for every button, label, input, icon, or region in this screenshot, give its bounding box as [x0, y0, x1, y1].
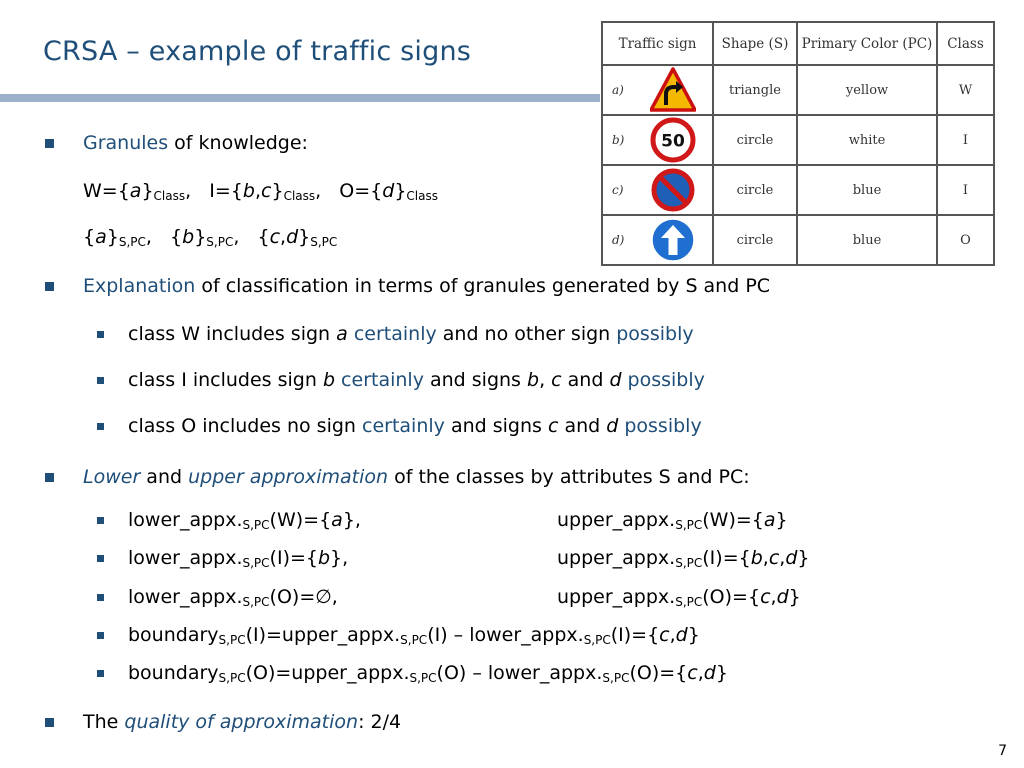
text-span: (I)={ — [269, 547, 318, 569]
lower-appx-w — [128, 511, 361, 530]
bullet-square-icon — [97, 670, 104, 677]
possibly-term: possibly — [621, 369, 705, 391]
sign-cell — [650, 115, 713, 165]
text-span: The — [83, 711, 125, 733]
var-b: b — [322, 369, 336, 391]
shape-cell: circle — [713, 165, 797, 215]
text-span: , — [254, 180, 262, 202]
text-span: (W)={ — [702, 509, 764, 531]
var-c: c — [551, 369, 562, 391]
class-cell: W — [937, 65, 994, 115]
var-b: b — [527, 369, 540, 391]
upper-appx-w — [557, 511, 788, 530]
text-span: , { — [145, 226, 183, 248]
class-w-line — [128, 325, 694, 344]
quality-term: quality of approximation — [124, 711, 359, 733]
text-span: of the classes by attributes S and PC: — [388, 466, 750, 488]
text-span: } — [194, 226, 207, 248]
text-span: , — [779, 547, 786, 569]
text-span: of classification in terms of granules generated by S and PC — [195, 275, 771, 297]
text-span: } — [797, 547, 810, 569]
text-span: , — [539, 369, 552, 391]
text-span: and — [561, 369, 610, 391]
shape-cell: triangle — [713, 65, 797, 115]
bullet-square-icon — [45, 282, 54, 291]
text-span: , O={ — [315, 180, 383, 202]
certainly-term: certainly — [335, 369, 424, 391]
var-b: b — [242, 180, 255, 202]
curve-right-warning-sign-icon — [650, 67, 696, 113]
text-span: and no other sign — [436, 323, 617, 345]
upper-appx-i — [557, 549, 809, 568]
var-d: d — [785, 547, 798, 569]
approximation-line — [83, 468, 750, 487]
var-d: d — [776, 586, 789, 608]
class-cell: O — [937, 215, 994, 265]
ahead-only-arrow-sign-icon — [650, 217, 696, 263]
possibly-term: possibly — [618, 415, 702, 437]
text-span: and signs — [423, 369, 527, 391]
text-span: (I) – lower_appx. — [427, 624, 584, 646]
var-c: c — [760, 586, 771, 608]
bullet-square-icon — [97, 423, 104, 430]
lower-appx-o — [128, 588, 338, 607]
table-row — [602, 215, 994, 265]
row-label: b) — [602, 115, 650, 165]
title-underline-bar — [0, 94, 600, 102]
subscript: S,PC — [218, 633, 246, 647]
subscript: Class — [153, 189, 186, 203]
bullet-square-icon — [45, 139, 54, 148]
text-span: : 2/4 — [358, 711, 402, 733]
var-c: c — [768, 547, 780, 569]
text-span: lower_appx. — [128, 509, 243, 531]
sign-cell — [650, 65, 713, 115]
text-span: (I)={ — [702, 547, 751, 569]
text-span: class W includes sign — [128, 323, 337, 345]
text-span: upper_appx. — [557, 509, 676, 531]
var-d: d — [703, 662, 716, 684]
row-label: d) — [602, 215, 650, 265]
upper-appx-o — [557, 588, 801, 607]
text-span: }, — [342, 509, 361, 531]
text-span: upper_appx. — [557, 547, 676, 569]
var-b: b — [750, 547, 763, 569]
text-span: }, — [330, 547, 349, 569]
no-parking-sign-icon — [650, 167, 696, 213]
class-i-line — [128, 371, 705, 390]
var-d: d — [286, 226, 299, 248]
granules-line — [83, 134, 308, 153]
text-span: class I includes sign — [128, 369, 323, 391]
sign-cell — [650, 165, 713, 215]
bullet-square-icon — [97, 632, 104, 639]
subscript: S,PC — [583, 633, 611, 647]
certainly-term: certainly — [362, 415, 445, 437]
text-span: , — [280, 226, 287, 248]
text-span: and signs — [444, 415, 548, 437]
var-c: c — [547, 415, 559, 437]
var-b: b — [317, 547, 331, 569]
boundary-i — [128, 626, 700, 645]
var-c: c — [687, 662, 698, 684]
speed-limit-text: 50 — [661, 131, 685, 152]
slide-title: CRSA – example of traffic signs — [43, 36, 472, 67]
subscript: S,PC — [118, 235, 146, 249]
color-cell: white — [797, 115, 937, 165]
header-class: Class — [937, 22, 994, 65]
subscript: S,PC — [675, 595, 703, 609]
table-row — [602, 115, 994, 165]
var-a: a — [336, 323, 348, 345]
var-a: a — [129, 180, 142, 202]
subscript: S,PC — [400, 633, 428, 647]
text-span: (O)=∅, — [269, 586, 338, 608]
var-a: a — [331, 509, 343, 531]
text-span: (O)={ — [702, 586, 761, 608]
text-span: (I)={ — [610, 624, 660, 646]
var-d: d — [675, 624, 688, 646]
class-o-line — [128, 417, 702, 436]
bullet-square-icon — [45, 473, 54, 482]
text-span: } — [788, 586, 801, 608]
text-span: (O)={ — [629, 662, 688, 684]
subscript: S,PC — [675, 556, 703, 570]
certainly-term: certainly — [347, 323, 437, 345]
var-c: c — [659, 624, 670, 646]
text-span: class O includes no sign — [128, 415, 363, 437]
text-span: boundary — [128, 624, 219, 646]
var-c: c — [269, 226, 281, 248]
explanation-line — [83, 277, 770, 296]
var-a: a — [95, 226, 107, 248]
class-cell: I — [937, 115, 994, 165]
text-span: , { — [233, 226, 270, 248]
speed-limit-50-sign-icon — [650, 117, 696, 163]
boundary-o — [128, 664, 728, 683]
text-span: boundary — [128, 662, 219, 684]
granules-rest: of knowledge: — [168, 132, 308, 154]
subscript: Class — [406, 189, 438, 203]
row-label: c) — [602, 165, 650, 215]
subscript: S,PC — [206, 235, 234, 249]
text-span: } — [106, 226, 119, 248]
text-span: { — [83, 226, 96, 248]
subscript: S,PC — [218, 671, 246, 685]
text-span: , — [697, 662, 704, 684]
text-span: lower_appx. — [128, 586, 243, 608]
text-span: , — [762, 547, 769, 569]
text-span: lower_appx. — [128, 547, 243, 569]
color-cell: blue — [797, 215, 937, 265]
header-shape: Shape (S) — [713, 22, 797, 65]
color-cell: yellow — [797, 65, 937, 115]
subscript: S,PC — [602, 671, 630, 685]
header-primary-color: Primary Color (PC) — [797, 22, 937, 65]
var-c: c — [261, 180, 272, 202]
attribute-granules-line — [83, 228, 337, 247]
text-span: } — [775, 509, 788, 531]
color-cell: blue — [797, 165, 937, 215]
subscript: S,PC — [675, 518, 703, 532]
var-a: a — [763, 509, 776, 531]
table-row — [602, 65, 994, 115]
bullet-square-icon — [97, 331, 104, 338]
subscript: S,PC — [242, 595, 270, 609]
traffic-signs-table — [601, 21, 995, 266]
text-span: , I={ — [185, 180, 243, 202]
subscript: S,PC — [242, 556, 270, 570]
text-span: } — [394, 180, 407, 202]
lower-appx-i — [128, 549, 348, 568]
subscript: S,PC — [409, 671, 437, 685]
bullet-square-icon — [97, 517, 104, 524]
bullet-square-icon — [97, 594, 104, 601]
text-span: } — [298, 226, 311, 248]
row-label: a) — [602, 65, 650, 115]
text-span: } — [687, 624, 700, 646]
table-row — [602, 165, 994, 215]
quality-line — [83, 713, 401, 732]
shape-cell: circle — [713, 115, 797, 165]
class-granules-line — [83, 182, 438, 201]
var-d: d — [606, 415, 619, 437]
var-d: d — [382, 180, 395, 202]
text-span: upper_appx. — [557, 586, 676, 608]
text-span: } — [141, 180, 154, 202]
text-span: (W)={ — [269, 509, 332, 531]
var-b: b — [182, 226, 195, 248]
subscript: Class — [283, 189, 316, 203]
subscript: S,PC — [242, 518, 270, 532]
table-header-row — [602, 22, 994, 65]
text-span: (O) – lower_appx. — [436, 662, 603, 684]
shape-cell: circle — [713, 215, 797, 265]
text-span: W={ — [83, 180, 130, 202]
text-span: and — [558, 415, 607, 437]
text-span: , — [669, 624, 676, 646]
granules-term: Granules — [83, 132, 169, 154]
page-number: 7 — [998, 743, 1007, 759]
subscript: S,PC — [310, 235, 338, 249]
text-span: , — [770, 586, 777, 608]
var-d: d — [609, 369, 622, 391]
text-span: } — [715, 662, 728, 684]
lower-term: Lower — [83, 466, 141, 488]
explanation-term: Explanation — [83, 275, 196, 297]
text-span: } — [271, 180, 284, 202]
text-span: (O)=upper_appx. — [245, 662, 410, 684]
text-span: (I)=upper_appx. — [245, 624, 401, 646]
possibly-term: possibly — [616, 323, 694, 345]
bullet-square-icon — [45, 718, 54, 727]
text-span: and — [140, 466, 189, 488]
bullet-square-icon — [97, 555, 104, 562]
upper-approximation-term: upper approximation — [188, 466, 389, 488]
sign-cell — [650, 215, 713, 265]
header-traffic-sign: Traffic sign — [602, 22, 713, 65]
class-cell: I — [937, 165, 994, 215]
bullet-square-icon — [97, 377, 104, 384]
